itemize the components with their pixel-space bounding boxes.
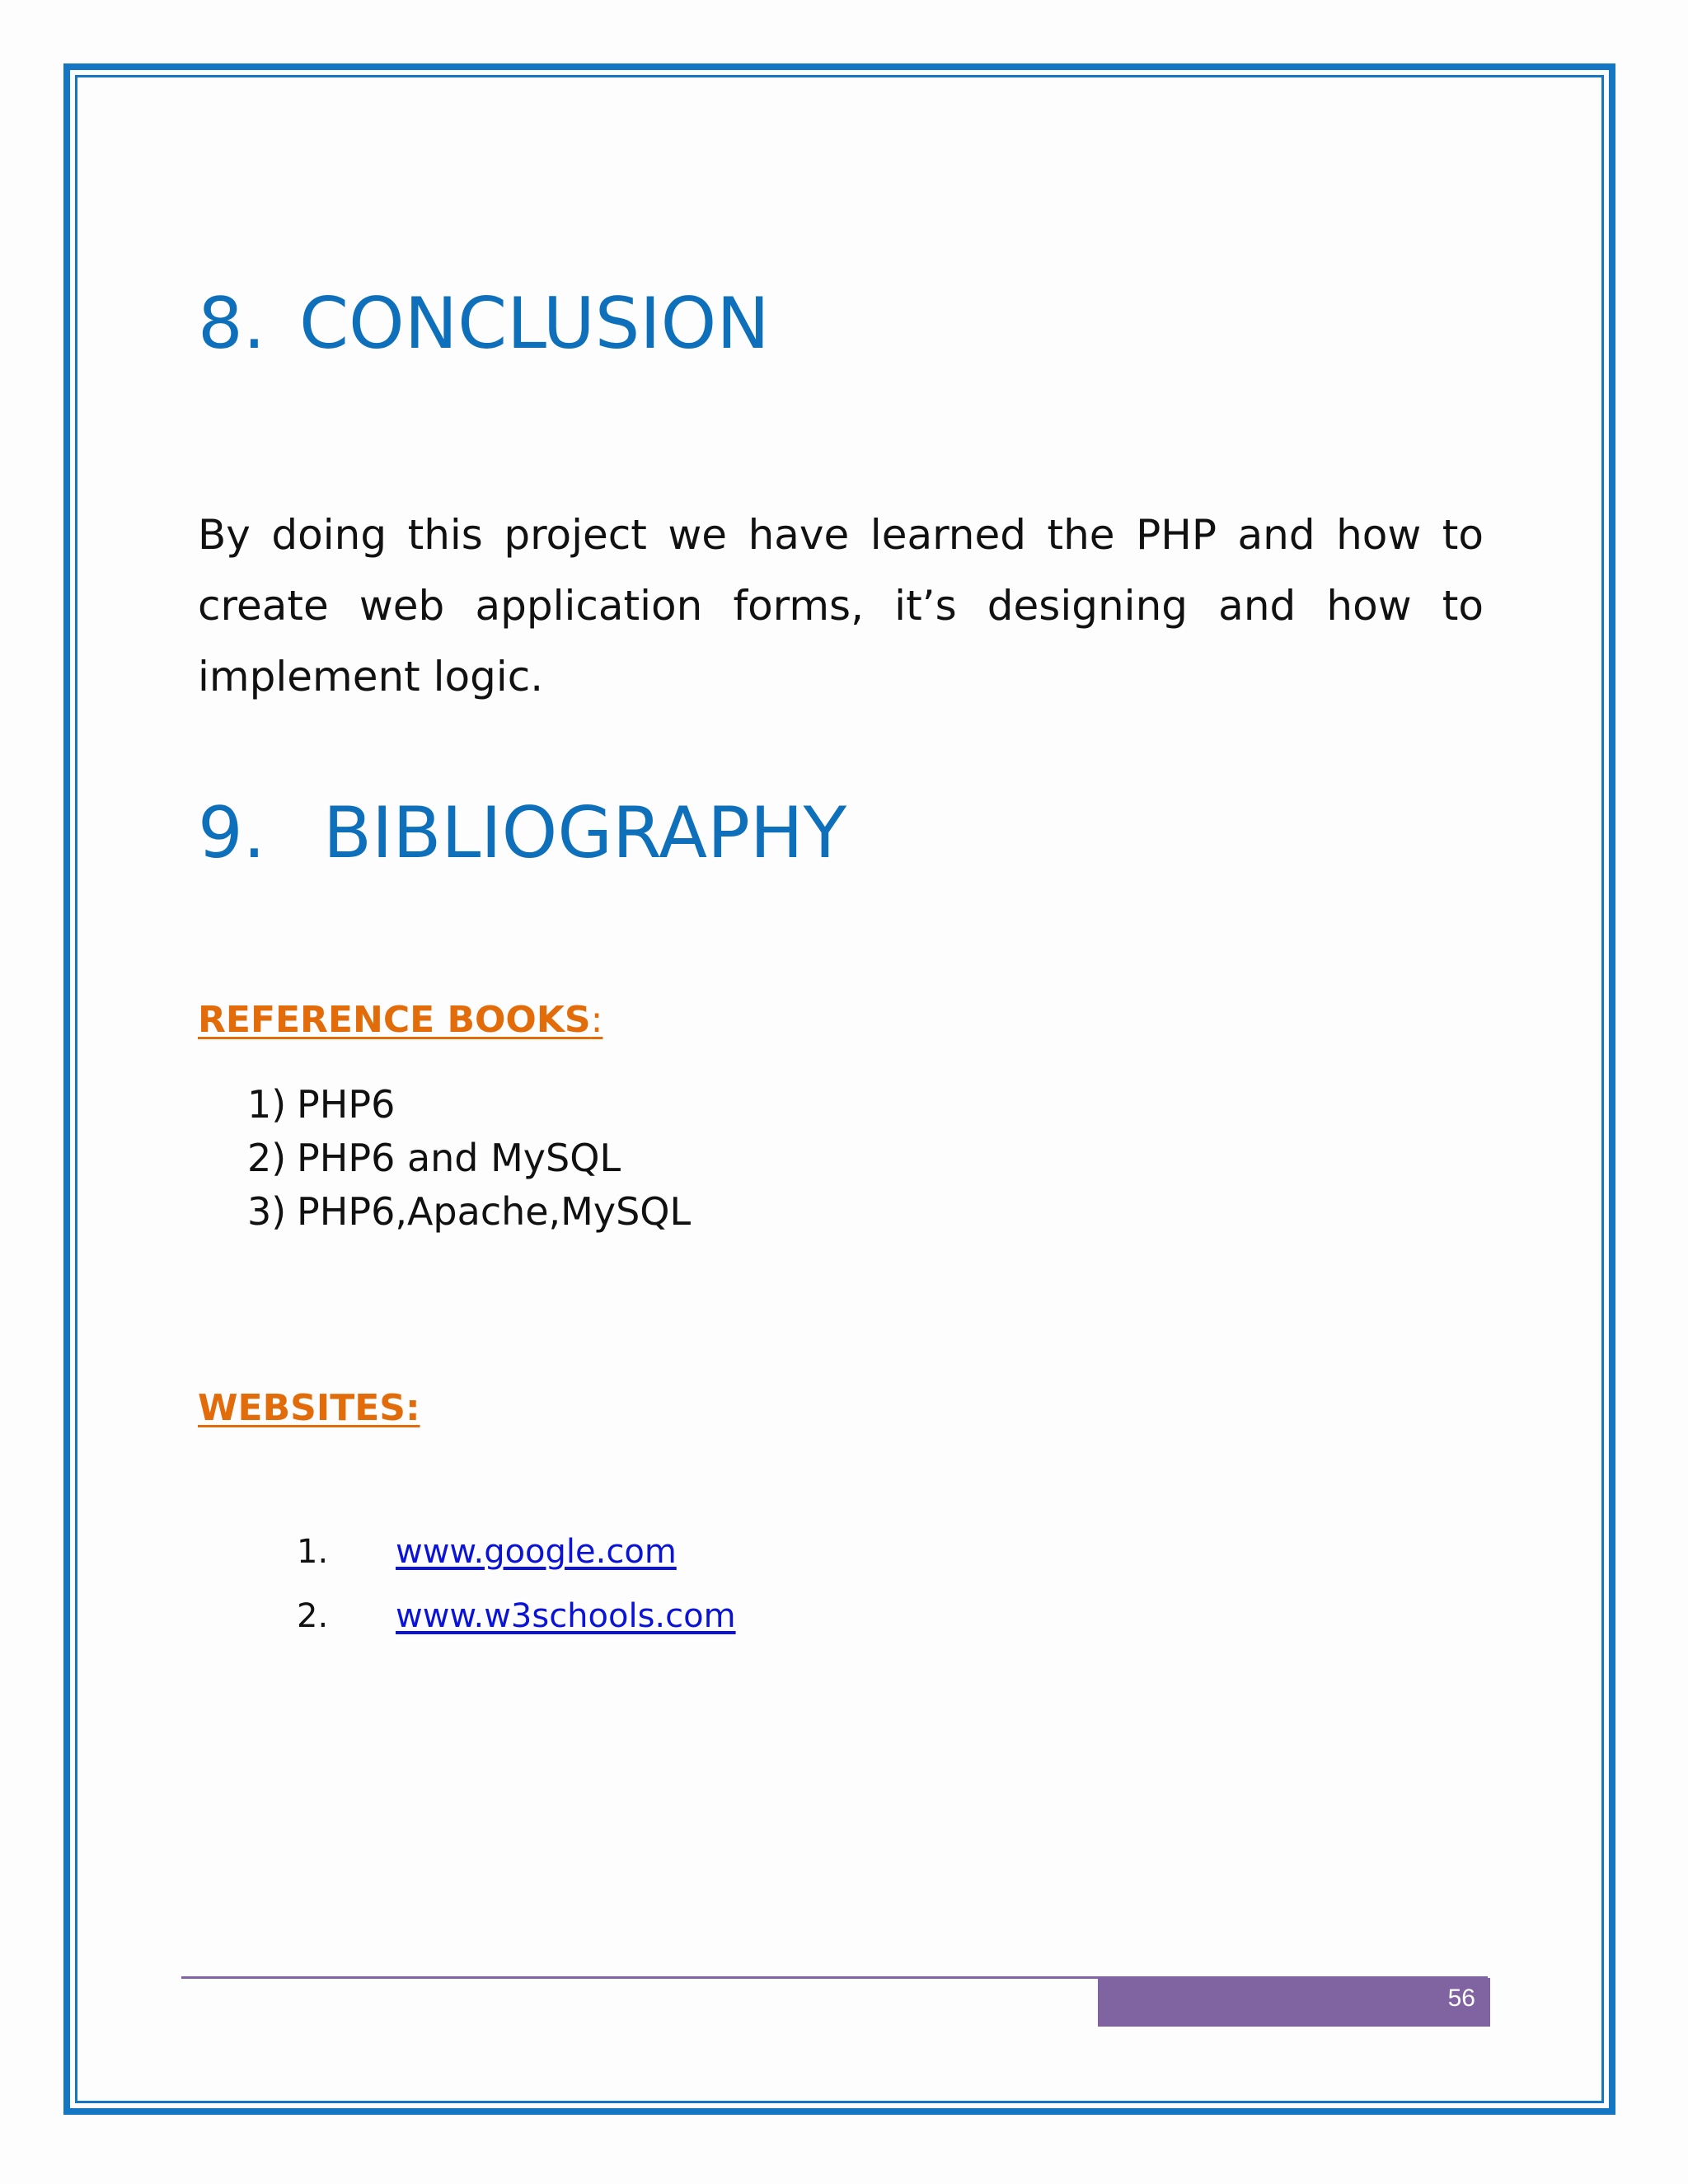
websites-list: [297, 1531, 736, 1660]
list-item-text: PHP6 and MySQL: [297, 1136, 621, 1180]
website-link-google[interactable]: www.google.com: [396, 1533, 677, 1571]
bibliography-heading-title: BIBLIOGRAPHY: [323, 792, 847, 874]
list-item: [297, 1596, 736, 1660]
websites-heading: WEBSITES:: [198, 1387, 420, 1429]
reference-books-heading-colon: :: [590, 999, 603, 1041]
list-item-text: PHP6,Apache,MySQL: [297, 1189, 692, 1234]
list-item-number: 3): [247, 1189, 287, 1234]
list-item-number: 1): [247, 1082, 287, 1127]
reference-books-heading-label: REFERENCE BOOKS: [198, 999, 591, 1041]
list-item: [297, 1531, 736, 1596]
bibliography-heading: [198, 792, 847, 874]
list-item-number: 2): [247, 1136, 287, 1180]
conclusion-heading-number: 8.: [198, 283, 266, 365]
list-item-number: 1.: [297, 1533, 329, 1571]
conclusion-heading-title: CONCLUSION: [299, 283, 770, 365]
reference-books-list: [247, 1078, 691, 1239]
list-item: [247, 1078, 691, 1132]
conclusion-paragraph: By doing this project we have learned the PHP and how to create web application forms, it’s designing and how to implement logic.: [198, 511, 1484, 701]
page-number: 56: [1447, 1985, 1475, 2012]
bibliography-heading-number: 9.: [198, 792, 266, 874]
list-item: [247, 1132, 691, 1185]
list-item: [247, 1185, 691, 1239]
list-item-number: 2.: [297, 1597, 329, 1635]
list-item-text: PHP6: [297, 1082, 396, 1127]
website-link-w3schools[interactable]: www.w3schools.com: [396, 1597, 736, 1635]
footer-page-box: [1098, 1978, 1490, 2027]
reference-books-heading: [198, 999, 603, 1041]
conclusion-heading: [198, 283, 770, 365]
